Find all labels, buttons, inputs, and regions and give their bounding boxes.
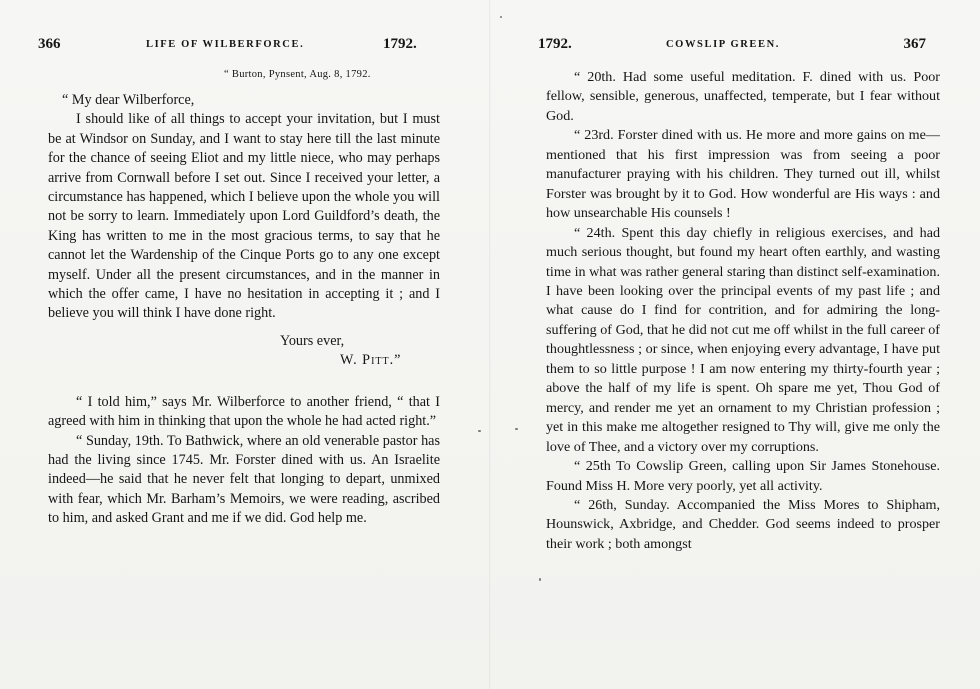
right-paragraph: “ 23rd. Forster dined with us. He more and more gains on me—mentioned that his first impression was from seeing a poor manufacturer praying with his children. They turned out ill, whilst Forster was brought by it to God. How wonderful are His ways : and how unsearchable His counsels !	[546, 127, 940, 222]
letter-dateline: “ Burton, Pynsent, Aug. 8, 1792.	[224, 69, 371, 80]
left-paragraph: “ I told him,” says Mr. Wilberforce to another friend, “ that I agreed with him in thinking that upon the whole he had acted right.”	[48, 393, 440, 430]
right-page	[490, 0, 980, 689]
letter-salutation: “ My dear Wilberforce,	[62, 92, 195, 108]
left-running-head	[38, 36, 440, 60]
right-running-title: COWSLIP GREEN.	[666, 39, 781, 50]
letter-body: I should like of all things to accept your invitation, but I must be at Windsor on Sunday, and I want to stay here till the last minute for the chance of seeing Eliot and my little niece, who may perhaps arrive from Cornwall before I set out. Since I received your letter, a circumstance has happened, which I believe upon the whole you will not be sorry to learn. Immediately upon Lord Guildford’s death, the King has written to me in the most gracious terms, to say that he cannot let the Wardenship of the Cinque Ports go to any one except myself. Under all the present circumstances, and in the manner in which the offer came, I have no hesitation in accepting it ; and I believe you will think I have done right.	[48, 111, 440, 322]
letter-signature: W. Pitt.”	[340, 352, 402, 369]
letter-signoff: Yours ever,	[280, 332, 345, 349]
left-running-title: LIFE OF WILBERFORCE.	[146, 39, 305, 50]
right-paragraph: “ 24th. Spent this day chiefly in religious exercises, and had much serious thought, but found my heart often earthly, and wasting time in what was rather general staring than distinct self-examination. I have been looking over the principal events of my past life ; and what cause do I find for contrition, and for admiring the long-suffering of God, that he did not cut me off whilst in the full career of thoughtlessness ; or since, when enjoying every advantage, I have put them to so little purpose ! I am now entering my thirty-fourth year ; above the half of my life is spent. Oh spare me yet, Thou God of mercy, and render me yet an ornament to my Christian profession ; yet in this make me altogether resigned to Thy will, give me only the love of Thee, and a victory over my corruptions.	[546, 224, 940, 455]
left-page-number: 366	[38, 36, 61, 52]
right-page-number: 367	[903, 36, 926, 52]
right-page-text	[546, 68, 940, 554]
right-running-head	[538, 36, 940, 60]
print-speck	[500, 16, 502, 18]
right-header-year: 1792.	[538, 36, 572, 52]
print-speck	[478, 430, 481, 432]
left-header-year: 1792.	[383, 36, 417, 52]
print-speck	[515, 428, 518, 430]
left-paragraph: “ Sunday, 19th. To Bathwick, where an old venerable pastor has had the living since 1745. Mr. Forster dined with us. An Israelite indeed—he said that he never felt that longing to depart, unmixed with fear, which Mr. Barham’s Memoirs, we were reading, ascribed to him, and asked Grant and me if we did. God help me.	[48, 432, 440, 527]
right-paragraph: “ 25th To Cowslip Green, calling upon Sir James Stonehouse. Found Miss H. More very poorly, yet all activity.	[546, 458, 940, 494]
right-paragraph: “ 20th. Had some useful meditation. F. dined with us. Poor fellow, sensible, generous, unaffected, temperate, but I fear without God.	[546, 69, 940, 124]
right-paragraph: “ 26th, Sunday. Accompanied the Miss Mores to Shipham, Hounswick, Axbridge, and Chedder. God seems indeed to prosper their work ; both amongst	[546, 496, 940, 552]
print-speck	[539, 578, 541, 581]
left-page-text	[48, 68, 440, 529]
